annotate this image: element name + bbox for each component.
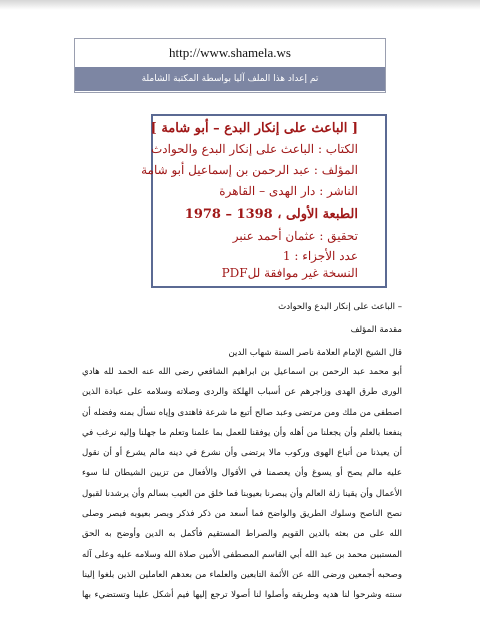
paragraph-line: الأعمال وأن يقينا زلة العالم وأن يبصرنا بعيوبنا فما خلق من العيب بسالم وأن يرشدنا لقبول (82, 488, 402, 499)
site-url-link[interactable]: http://www.shamela.ws (169, 45, 291, 60)
paragraph-line: أن يعيذنا من أتباع الهوى وركوب مالا يرتضى وأن نشرع في دينه مالم يشرع أو أن نقول (82, 448, 402, 459)
paragraph-line: الله على من بعثه بالدين القويم والصراط المستقيم فأكمل به الدين وأوضح به الحق (82, 529, 402, 540)
pdf-note-line: النسخة غير موافقة للPDF (221, 266, 358, 280)
paragraph-line: اصطفى من ملك ومن مرتضى وعبد صالح أتبع ما شرعة فاهتدى وإياه نسأل بمنه وفضله أن (82, 407, 402, 418)
paragraph-line: أبو محمد عبد الرحمن بن اسماعيل بن ابراهيم الشافعي رضى الله عنه الحمد لله هادي (82, 367, 402, 377)
publisher-line: الناشر : دار الهدى – القاهرة (219, 184, 358, 198)
author-line: المؤلف : عبد الرحمن بن إسماعيل أبو شامة (141, 163, 358, 177)
banner-note: تم إعداد هذا الملف آليا بواسطة المكتبة الشاملة (75, 67, 385, 91)
paragraph-line: نصح الناصح وسلوك الطريق والواضح فما أسعد من ذكر فذكر وبصر بعيوبه فبصر وصلى (82, 509, 402, 520)
opening-line: قال الشيخ الإمام العلامة ناصر السنة شهاب الدين (228, 348, 402, 358)
paragraph-line: عليه مالم يصح أو يسوغ وأن يعصمنا في الأقوال والأفعال من تزيين الشيطان لنا سوء (82, 468, 402, 479)
paragraph-line: وصحبه أجمعين ورضى الله عن الأئمة التابعين والعلماء من بعدهم العاملين الذين بلغوا إلينا (82, 569, 402, 580)
intro-heading: مقدمة المؤلف (350, 325, 402, 335)
paragraph-line: ينفعنا بالعلم وأن يجعلنا من أهله وأن يوفقنا للعمل بما علمنا وتعلم ما جهلنا وإليه نرغب في (82, 427, 402, 438)
edition-line: الطبعة الأولى ، 1398 – 1978 (184, 207, 358, 222)
book-name-line: الكتاب : الباعث على إنكار البدع والحوادث (151, 142, 358, 156)
shamela-banner (74, 38, 386, 93)
page-top-edge (0, 0, 480, 10)
book-title-line: [ الباعث على إنكار البدع – أبو شامة ] (150, 121, 358, 136)
intro-paragraph (82, 362, 402, 606)
paragraph-line: الورى طرق الهدى وزاجرهم عن أسباب الهلكة والردى وصلاته وسلامه على عبادة الذين (82, 387, 402, 398)
paragraph-line: سنته وشرحوا لنا هديه وطريقه وأصلوا لنا أصولا ترجع إليها فيم أشكل علينا وتستضيء بها (82, 590, 402, 601)
parts-line: عدد الأجزاء : 1 (282, 249, 358, 263)
paragraph-line: المستبين محمد بن عبد الله أبي القاسم المصطفى الأمين صلاة الله وسلامه عليه وعلى آله (82, 549, 402, 560)
editor-line: تحقيق : عثمان أحمد عنبر (232, 229, 358, 243)
chapter-title: – الباعث على إنكار البدع والحوادث (278, 302, 402, 312)
